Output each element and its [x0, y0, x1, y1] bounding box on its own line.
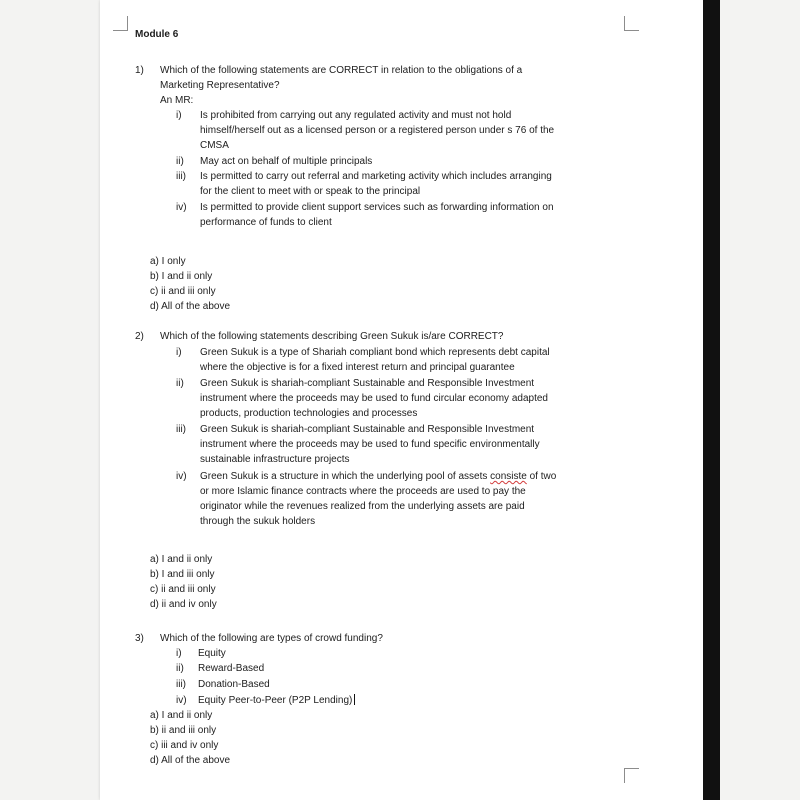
q3-statement-1-number: i) [176, 648, 182, 659]
q2-statement-4-number: iv) [176, 471, 187, 482]
q1-option-b: b) I and ii only [150, 271, 213, 282]
q3-statement-3-number: iii) [176, 679, 186, 690]
q3-statement-2-number: ii) [176, 663, 184, 674]
q3-statement-1-line-1: Equity [198, 648, 226, 659]
q1-statement-1-line-3: CMSA [200, 140, 229, 151]
q2-statement-4-text-after: of two [526, 471, 557, 482]
q1-statement-4-number: iv) [176, 202, 187, 213]
q3-statement-4-text: Equity Peer-to-Peer (P2P Lending) [198, 695, 353, 706]
q2-statement-3-line-3: sustainable infrastructure projects [200, 454, 350, 465]
q2-statement-4-line-1 [200, 470, 556, 483]
q1-intro: An MR: [160, 95, 194, 106]
crop-mark-top-right [624, 16, 639, 31]
q2-statement-2-number: ii) [176, 378, 184, 389]
q1-statement-3-line-2: for the client to meet with or speak to the principal [200, 186, 421, 197]
q3-number: 3) [135, 633, 144, 644]
module-title: Module 6 [135, 29, 179, 40]
misspelled-word[interactable]: consiste [490, 471, 527, 482]
q2-statement-2-line-2: instrument where the proceeds may be used to fund circular economy adapted [200, 393, 548, 404]
q1-statement-4-line-2: performance of funds to client [200, 217, 332, 228]
q3-option-a: a) I and ii only [150, 710, 213, 721]
q3-option-d: d) All of the above [150, 755, 231, 766]
q2-number: 2) [135, 331, 144, 342]
crop-mark-bottom-right [624, 768, 639, 783]
q1-stem-line-2: Marketing Representative? [160, 80, 280, 91]
q3-statement-2-line-1: Reward-Based [198, 663, 265, 674]
q1-number: 1) [135, 65, 144, 76]
q2-statement-1-number: i) [176, 347, 182, 358]
q1-option-a: a) I only [150, 256, 186, 267]
q3-statement-4-line-1[interactable] [198, 694, 355, 707]
q3-stem-line-1: Which of the following are types of crowd funding? [160, 633, 383, 644]
q2-statement-2-line-3: products, production technologies and processes [200, 408, 418, 419]
q1-statement-4-line-1: Is permitted to provide client support services such as forwarding information on [200, 202, 554, 213]
q2-statement-3-line-2: instrument where the proceeds may be used to fund specific environmentally [200, 439, 540, 450]
q3-statement-3-line-1: Donation-Based [198, 679, 270, 690]
q2-statement-3-line-1: Green Sukuk is shariah-compliant Sustainable and Responsible Investment [200, 424, 535, 435]
q1-option-c: c) ii and iii only [150, 286, 216, 297]
q2-statement-1-line-2: where the objective is for a fixed interest return and principal guarantee [200, 362, 515, 373]
q2-statement-1-line-1: Green Sukuk is a type of Shariah compliant bond which represents debt capital [200, 347, 550, 358]
q1-statement-3-number: iii) [176, 171, 186, 182]
q3-option-b: b) ii and iii only [150, 725, 217, 736]
q2-stem-line-1: Which of the following statements describing Green Sukuk is/are CORRECT? [160, 331, 504, 342]
q2-option-d: d) ii and iv only [150, 599, 217, 610]
q1-statement-3-line-1: Is permitted to carry out referral and marketing activity which includes arranging [200, 171, 552, 182]
q1-statement-1-number: i) [176, 110, 182, 121]
q2-statement-4-line-2: or more Islamic finance contracts where the proceeds are used to pay the [200, 486, 526, 497]
text-cursor [354, 694, 355, 705]
q2-option-c: c) ii and iii only [150, 584, 216, 595]
window-edge-bar [703, 0, 720, 800]
q2-statement-4-line-3: originator while the revenues realized from the underlying assets are paid [200, 501, 525, 512]
q1-statement-1-line-2: himself/herself out as a licensed person or a registered person under s 76 of the [200, 125, 555, 136]
crop-mark-top-left [113, 16, 128, 31]
q2-option-b: b) I and iii only [150, 569, 215, 580]
q2-statement-3-number: iii) [176, 424, 186, 435]
q3-statement-4-number: iv) [176, 695, 187, 706]
q3-option-c: c) iii and iv only [150, 740, 219, 751]
q1-statement-2-number: ii) [176, 156, 184, 167]
q2-option-a: a) I and ii only [150, 554, 213, 565]
q1-statement-1-line-1: Is prohibited from carrying out any regulated activity and must not hold [200, 110, 512, 121]
q1-statement-2-line-1: May act on behalf of multiple principals [200, 156, 373, 167]
q2-statement-4-text-before: Green Sukuk is a structure in which the underlying pool of assets [200, 471, 491, 482]
q1-stem-line-1: Which of the following statements are CORRECT in relation to the obligations of a [160, 65, 523, 76]
q2-statement-4-line-4: through the sukuk holders [200, 516, 316, 527]
q1-option-d: d) All of the above [150, 301, 231, 312]
q2-statement-2-line-1: Green Sukuk is shariah-compliant Sustainable and Responsible Investment [200, 378, 535, 389]
